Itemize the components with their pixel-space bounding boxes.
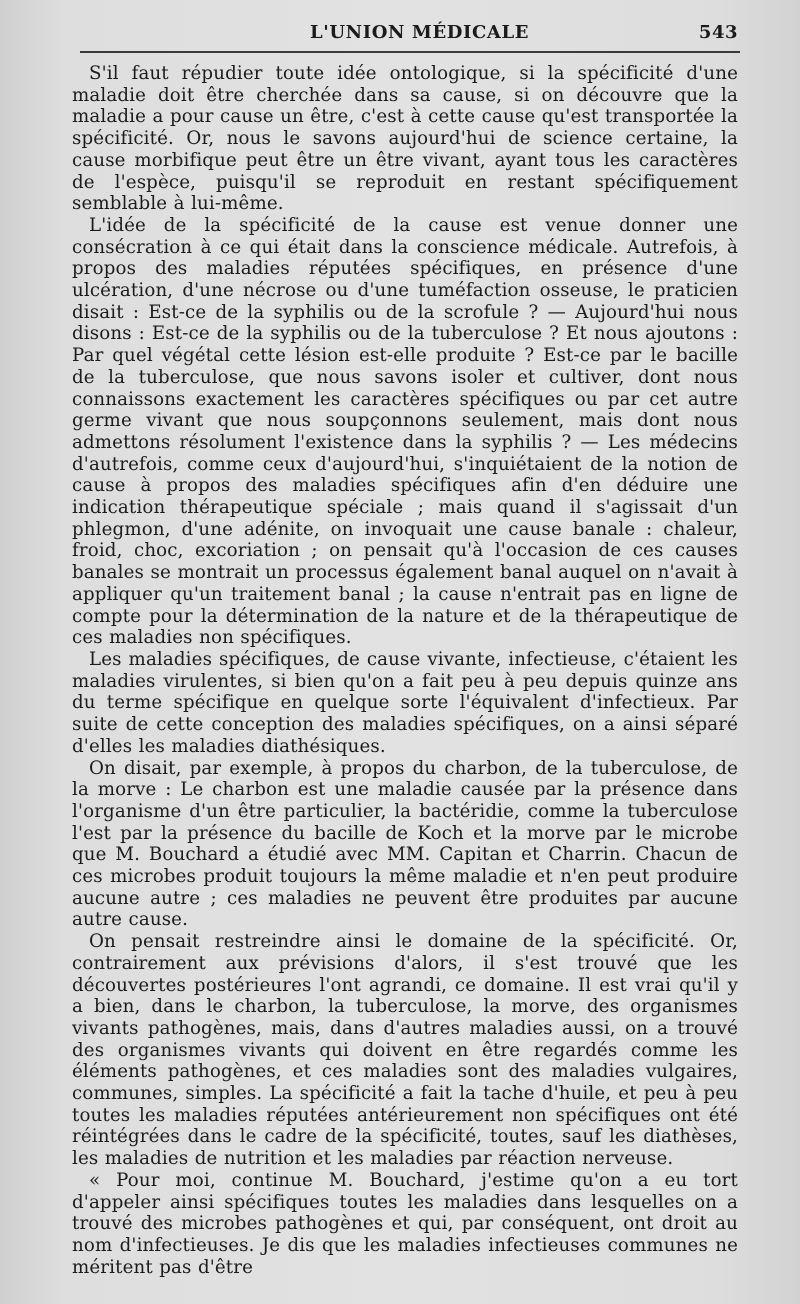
paragraph-specificite-cause: S'il faut répudier toute idée ontologique, si la spécificité d'une maladie doit être cherchée dans sa cause, si on découvre que la maladie a pour cause un être, c'est à cette cause qu'est transportée la spécificité. Or, nous le savons aujourd'hui de science certaine, la cause morbifique peut être un être vivant, ayant tous les caractères de l'espèce, puisqu'il se reproduit en restant spécifiquement semblable à lui-même. [72, 63, 738, 215]
paragraph-domaine-specificite: On pensait restreindre ainsi le domaine de la spécificité. Or, contrairement aux prévisions d'alors, il s'est trouvé que les découvertes postérieures l'ont agrandi, ce domaine. Il est vrai qu'il y a bien, dans le charbon, la tuberculose, la morve, des organismes vivants pathogènes, mais, dans d'autres maladies aussi, on a trouvé des organismes vivants qui doivent en être regardés comme les éléments pathogènes, et ces maladies sont des maladies vulgaires, communes, simples. La spécificité a fait la tache d'huile, et peu à peu toutes les maladies réputées antérieurement non spécifiques ont été réintégrées dans le cadre de la spécificité, toutes, sauf les diathèses, les maladies de nutrition et les maladies par réaction nerveuse. [72, 931, 738, 1170]
paragraph-conscience-medicale: L'idée de la spécificité de la cause est venue donner une consécration à ce qui était dans la conscience médicale. Autrefois, à propos des maladies réputées spécifiques, en présence d'une ulcération, d'une nécrose ou d'une tuméfaction osseuse, le praticien disait : Est-ce de la syphilis ou de la scrofule ? — Aujourd'hui nous disons : Est-ce de la syphilis ou de la tuberculose ? Et nous ajoutons : Par quel végétal cette lésion est-elle produite ? Est-ce par le bacille de la tuberculose, que nous savons isoler et cultiver, dont nous connaissons exactement les caractères spécifiques ou par cet autre germe vivant que nous soupçonnons seulement, mais dont nous admettons résolument l'existence dans la syphilis ? — Les médecins d'autrefois, comme ceux d'aujourd'hui, s'inquiétaient de la notion de cause à propos des maladies spécifiques afin d'en déduire une indication thérapeutique spéciale ; mais quand il s'agissait d'un phlegmon, d'une adénite, on invoquait une cause banale : chaleur, froid, choc, excoriation ; on pensait qu'à l'occasion de ces causes banales se montrait un processus également banal auquel on n'avait à appliquer qu'un traitement banal ; la cause n'entrait pas en ligne de compte pour la détermination de la nature et de la thérapeutique de ces maladies non spécifiques. [72, 214, 738, 649]
journal-title: L'UNION MÉDICALE [310, 22, 530, 43]
paragraph-charbon-morve: On disait, par exemple, à propos du charbon, de la tuberculose, de la morve : Le charbon est une maladie causée par la présence dans l'organisme d'un être particulier, la bactéridie, comme la tuberculose l'est par la présence du bacille de Koch et la morve par le microbe que M. Bouchard a étudié avec MM. Capitan et Charrin. Chacun de ces microbes produit toujours la même maladie et n'en peut produire aucune autre ; ces maladies ne peuvent être produites par aucune autre cause. [72, 757, 738, 931]
paragraph-bouchard-quote: « Pour moi, continue M. Bouchard, j'estime qu'on a eu tort d'appeler ainsi spécifiques toutes les maladies dans lesquelles on a trouvé des microbes pathogènes et qui, par conséquent, ont droit au nom d'infectieuses. Je dis que les maladies infectieuses communes ne méritent pas d'être [72, 1169, 738, 1278]
paragraph-maladies-virulentes: Les maladies spécifiques, de cause vivante, infectieuse, c'étaient les maladies virulentes, si bien qu'on a fait peu à peu depuis quinze ans du terme spécifique en quelque sorte l'équivalent d'infectieux. Par suite de cette conception des maladies spécifiques, on a ainsi séparé d'elles les maladies diathésiques. [72, 648, 738, 757]
header-rule [80, 51, 740, 53]
body-text [72, 63, 738, 1278]
page-number: 543 [698, 22, 738, 43]
running-head [70, 18, 740, 48]
